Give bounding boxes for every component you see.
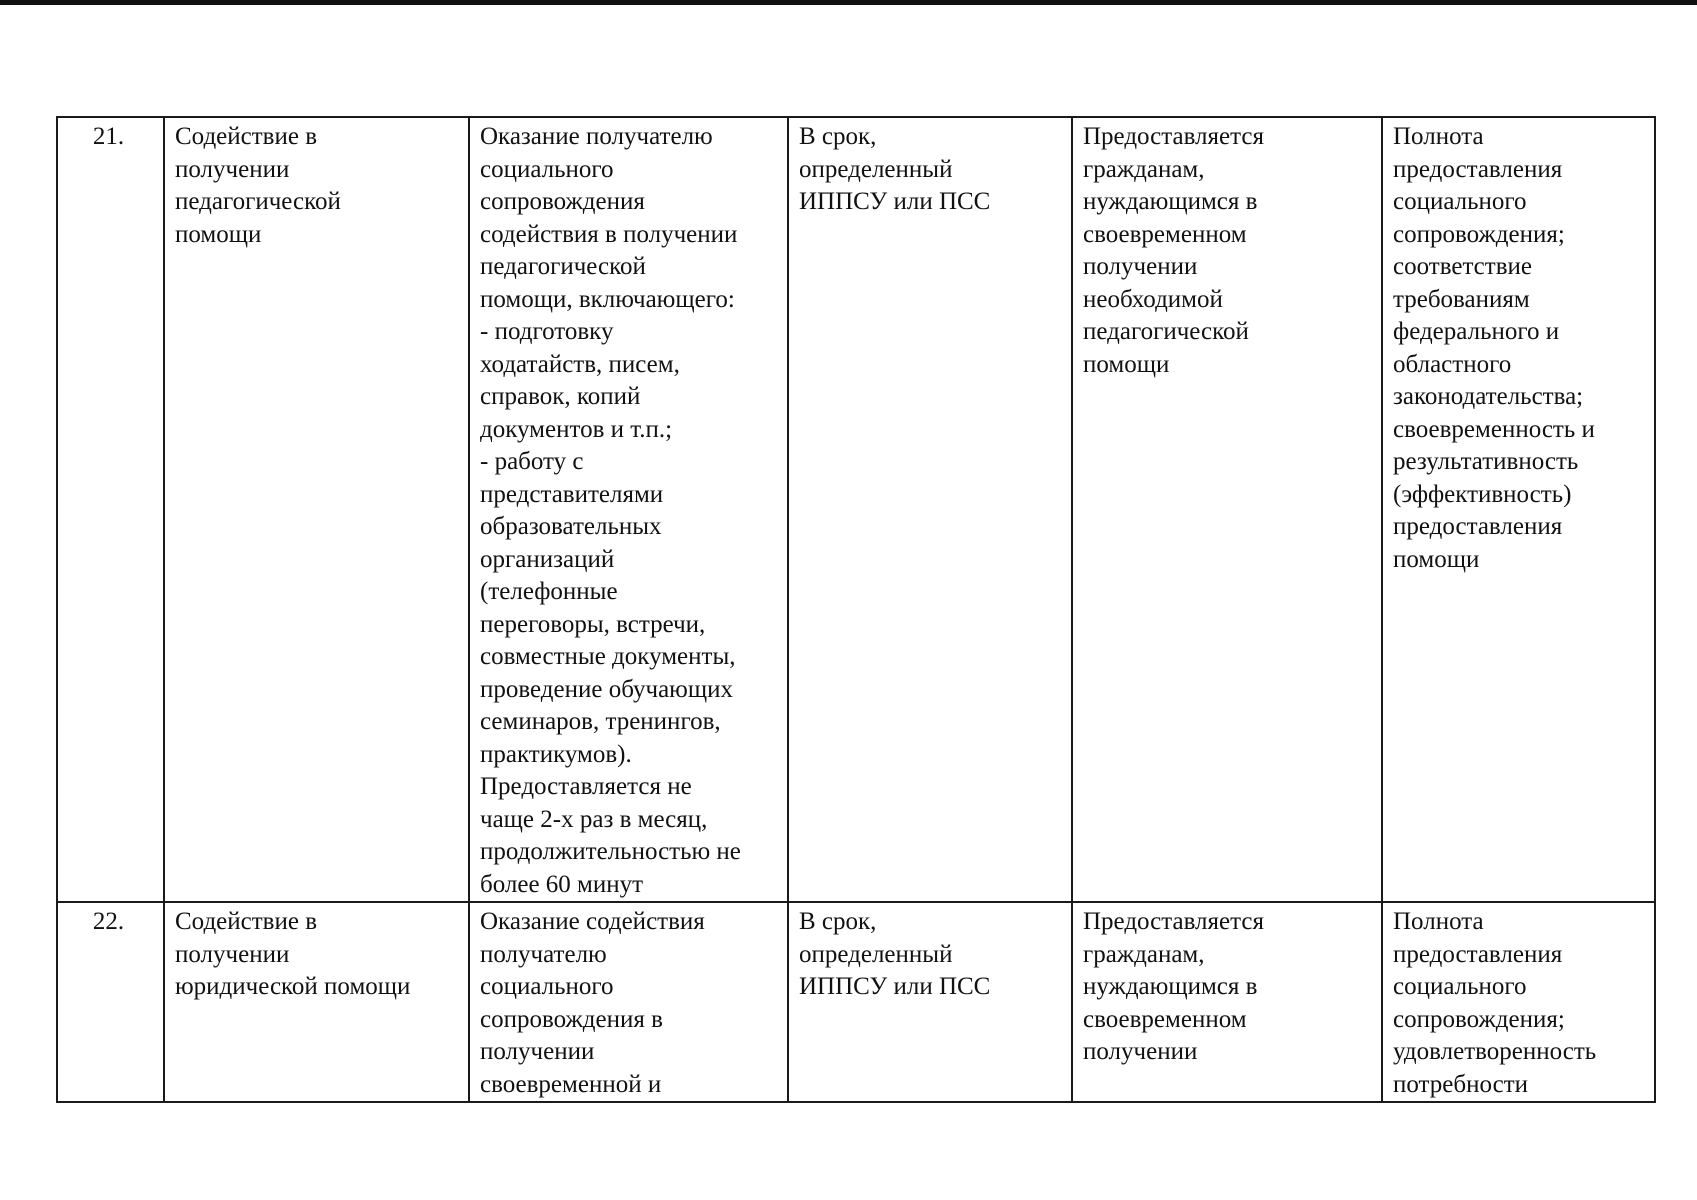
service-description-cell: Оказание содействия получателю социального сопровождения в получении своевременной и [469, 902, 788, 1102]
service-term-cell: В срок, определенный ИППСУ или ПСС [788, 902, 1072, 1102]
service-name-cell: Содействие в получении педагогической помощи [164, 117, 469, 902]
page-top-border [0, 0, 1697, 5]
row-number: 21. [57, 117, 164, 902]
service-name-cell: Содействие в получении юридической помощи [164, 902, 469, 1102]
services-table [56, 116, 1656, 1103]
service-description-cell: Оказание получателю социального сопровождения содействия в получении педагогической помощи, включающего: - подготовку ходатайств, писем, справок, копий документов и т.п.; - работу с представителями образовательных организаций (телефонные переговоры, встречи, совместные документы, проведение обучающих семинаров, тренингов, практикумов). Предоставляется не чаще 2-х раз в месяц, продолжительностью не более 60 минут [469, 117, 788, 902]
row-number: 22. [57, 902, 164, 1102]
table-row [57, 117, 1655, 902]
table-row [57, 902, 1655, 1102]
service-term-cell: В срок, определенный ИППСУ или ПСС [788, 117, 1072, 902]
service-criteria-cell: Полнота предоставления социального сопровождения; соответствие требованиям федерального и областного законодательства; своевременность и результативность (эффективность) предоставления помощи [1382, 117, 1655, 902]
service-criteria-cell: Полнота предоставления социального сопровождения; удовлетворенность потребности [1382, 902, 1655, 1102]
service-conditions-cell: Предоставляется гражданам, нуждающимся в своевременном получении [1072, 902, 1382, 1102]
service-conditions-cell: Предоставляется гражданам, нуждающимся в своевременном получении необходимой педагогической помощи [1072, 117, 1382, 902]
